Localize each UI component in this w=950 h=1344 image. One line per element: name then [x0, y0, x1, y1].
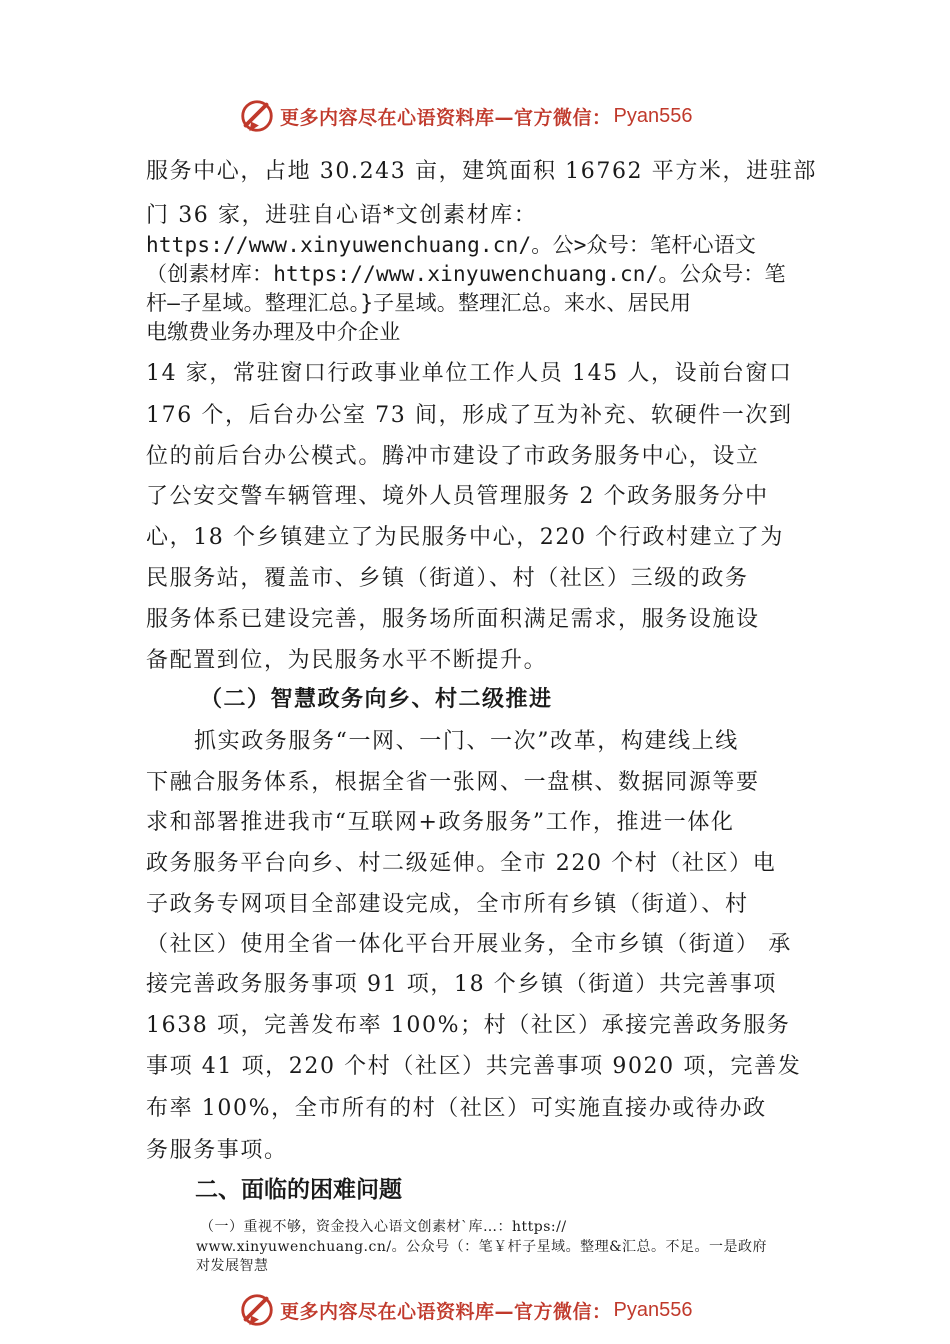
text-line: 电缴费业务办理及中介企业 — [146, 320, 401, 344]
text-line: 位的前后台办公模式。腾冲市建设了市政务服务中心，设立 — [146, 444, 760, 469]
text-line: （社区）使用全省一体化平台开展业务，全市乡镇（街道） 承 — [146, 932, 792, 957]
small-text-line: www.xinyuwenchuang.cn/。公众号（：笔￥杆子星域。整理&汇总。不足。一是政府 — [196, 1239, 768, 1255]
text-line: 接完善政务服务事项 91 项，18 个乡镇（街道）共完善事项 — [146, 972, 777, 997]
small-text-line: 对发展智慧 — [196, 1258, 269, 1274]
section-heading: （二）智慧政务向乡、村二级推进 — [200, 686, 553, 712]
text-line: 备配置到位，为民服务水平不断提升。 — [146, 648, 548, 673]
banner-text: 更多内容尽在心语资料库—官方微信： — [280, 1300, 612, 1323]
text-line: 下融合服务体系，根据全省一张网、一盘棋、数据同源等要 — [146, 770, 760, 795]
banner-wechat-id: Pyan556 — [613, 104, 693, 127]
text-line: 政务服务平台向乡、村二级延伸。全市 220 个村（社区）电 — [146, 851, 777, 876]
text-line: 事项 41 项，220 个村（社区）共完善事项 9020 项，完善发 — [146, 1054, 802, 1079]
text-line: 心，18 个乡镇建立了为民服务中心，220 个行政村建立了为 — [146, 525, 784, 550]
text-line: 子政务专网项目全部建设完成，全市所有乡镇（街道）、村 — [146, 892, 749, 917]
chapter-heading: 二、面临的困难问题 — [195, 1177, 402, 1203]
text-line: 杆—子星域。整理汇总。}子星域。整理汇总。来水、居民用 — [146, 291, 692, 315]
text-line: 务服务事项。 — [146, 1138, 288, 1163]
banner-text: 更多内容尽在心语资料库—官方微信： — [280, 106, 612, 129]
footer-banner — [238, 1290, 738, 1330]
text-line: 176 个，后台办公室 73 间，形成了互为补充、软硬件一次到 — [146, 403, 793, 428]
text-line: 14 家，常驻窗口行政事业单位工作人员 145 人，设前台窗口 — [146, 361, 793, 386]
text-line: 抓实政务服务“一网、一门、一次”改革，构建线上线 — [194, 729, 739, 754]
small-text-line: （一）重视不够，资金投入心语文创素材`库…：https:// — [200, 1219, 567, 1235]
text-line: 了公安交警车辆管理、境外人员管理服务 2 个政务服务分中 — [146, 484, 769, 509]
text-line: https://www.xinyuwenchuang.cn/。公>众号：笔杆心语文 — [146, 233, 757, 257]
text-line: 求和部署推进我市“互联网+政务服务”工作，推进一体化 — [146, 810, 735, 835]
text-line: （创素材库：https://www.xinyuwenchuang.cn/。公众号：笔 — [146, 262, 786, 286]
pen-logo-icon — [238, 1291, 276, 1329]
text-line: 服务体系已建设完善，服务场所面积满足需求，服务设施设 — [146, 607, 760, 632]
banner-wechat-id: Pyan556 — [613, 1298, 693, 1321]
text-line: 门 36 家，进驻自心语*文创素材库： — [146, 203, 538, 228]
pen-logo-icon — [238, 97, 276, 135]
text-line: 民服务站，覆盖市、乡镇（街道）、村（社区）三级的政务 — [146, 566, 749, 591]
header-banner — [238, 96, 738, 136]
text-line: 服务中心，占地 30.243 亩，建筑面积 16762 平方米，进驻部 — [146, 159, 817, 184]
text-line: 1638 项，完善发布率 100%；村（社区）承接完善政务服务 — [146, 1013, 791, 1038]
text-line: 布率 100%，全市所有的村（社区）可实施直接办或待办政 — [146, 1096, 767, 1121]
